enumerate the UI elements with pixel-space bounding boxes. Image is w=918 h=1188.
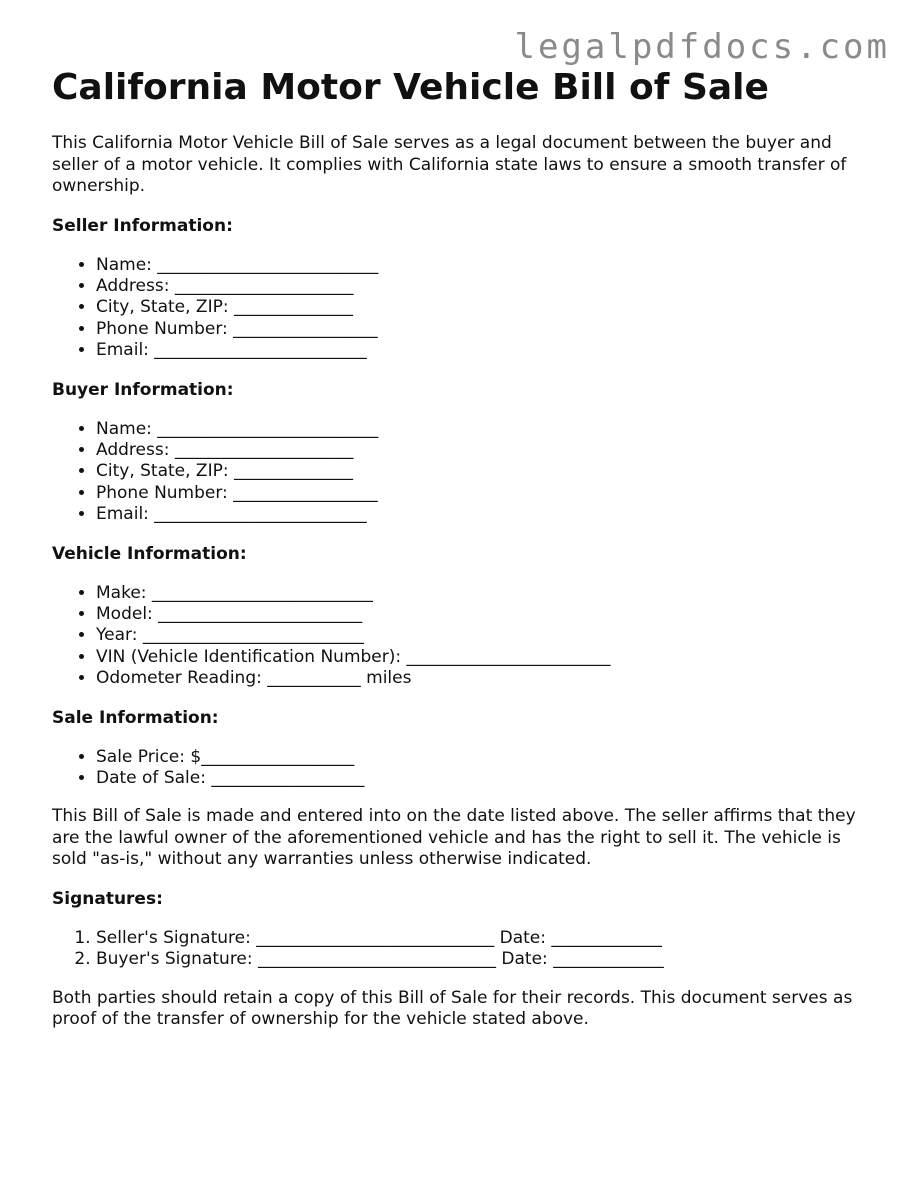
vehicle-model-field: • Model: ________________________ (96, 604, 872, 625)
seller-name-field: • Name: __________________________ (96, 255, 872, 276)
seller-list (52, 255, 872, 362)
vehicle-odometer-field: • Odometer Reading: ___________ miles (96, 668, 872, 689)
sale-date-field: • Date of Sale: __________________ (96, 768, 872, 789)
closing-paragraph: Both parties should retain a copy of this Bill of Sale for their records. This document serves as proof of the transfer of ownership for the vehicle stated above. (52, 987, 853, 1030)
sale-heading: Sale Information: (52, 707, 219, 728)
vehicle-make-field: • Make: __________________________ (96, 583, 872, 604)
seller-phone-field: • Phone Number: _________________ (96, 319, 872, 340)
affirmation-paragraph: This Bill of Sale is made and entered into on the date listed above. The seller affirms that they are the lawful owner of the aforementioned vehicle and has the right to sell it. The vehicle is sold "as-is," without any warranties unless otherwise indicated. (52, 806, 856, 870)
buyer-city-state-zip-field: • City, State, ZIP: ______________ (96, 461, 872, 482)
intro-paragraph: This California Motor Vehicle Bill of Sale serves as a legal document between the buyer and seller of a motor vehicle. It complies with California state laws to ensure a smooth transfer of ownership. (52, 133, 847, 196)
seller-email-field: • Email: _________________________ (96, 340, 872, 361)
vehicle-vin-field: • VIN (Vehicle Identification Number): ________________________ (96, 647, 872, 668)
buyer-name-field: • Name: __________________________ (96, 419, 872, 440)
signatures-heading: Signatures: (52, 888, 163, 909)
document-title: California Motor Vehicle Bill of Sale (52, 67, 769, 108)
vehicle-heading: Vehicle Information: (52, 543, 247, 564)
seller-signature-line: 1. Seller's Signature: ____________________________ Date: _____________ (96, 928, 872, 949)
sale-list (52, 747, 872, 790)
seller-city-state-zip-field: • City, State, ZIP: ______________ (96, 297, 872, 318)
buyer-address-field: • Address: _____________________ (96, 440, 872, 461)
sale-price-field: • Sale Price: $__________________ (96, 747, 872, 768)
seller-address-field: • Address: _____________________ (96, 276, 872, 297)
vehicle-year-field: • Year: __________________________ (96, 625, 872, 646)
seller-heading: Seller Information: (52, 215, 233, 236)
watermark: legalpdfdocs.com (514, 27, 890, 67)
buyer-phone-field: • Phone Number: _________________ (96, 483, 872, 504)
buyer-email-field: • Email: _________________________ (96, 504, 872, 525)
signatures-list (52, 928, 872, 971)
buyer-list (52, 419, 872, 526)
vehicle-list (52, 583, 872, 690)
document-page (52, 66, 872, 1031)
buyer-signature-line: 2. Buyer's Signature: ____________________________ Date: _____________ (96, 949, 872, 970)
buyer-heading: Buyer Information: (52, 379, 234, 400)
